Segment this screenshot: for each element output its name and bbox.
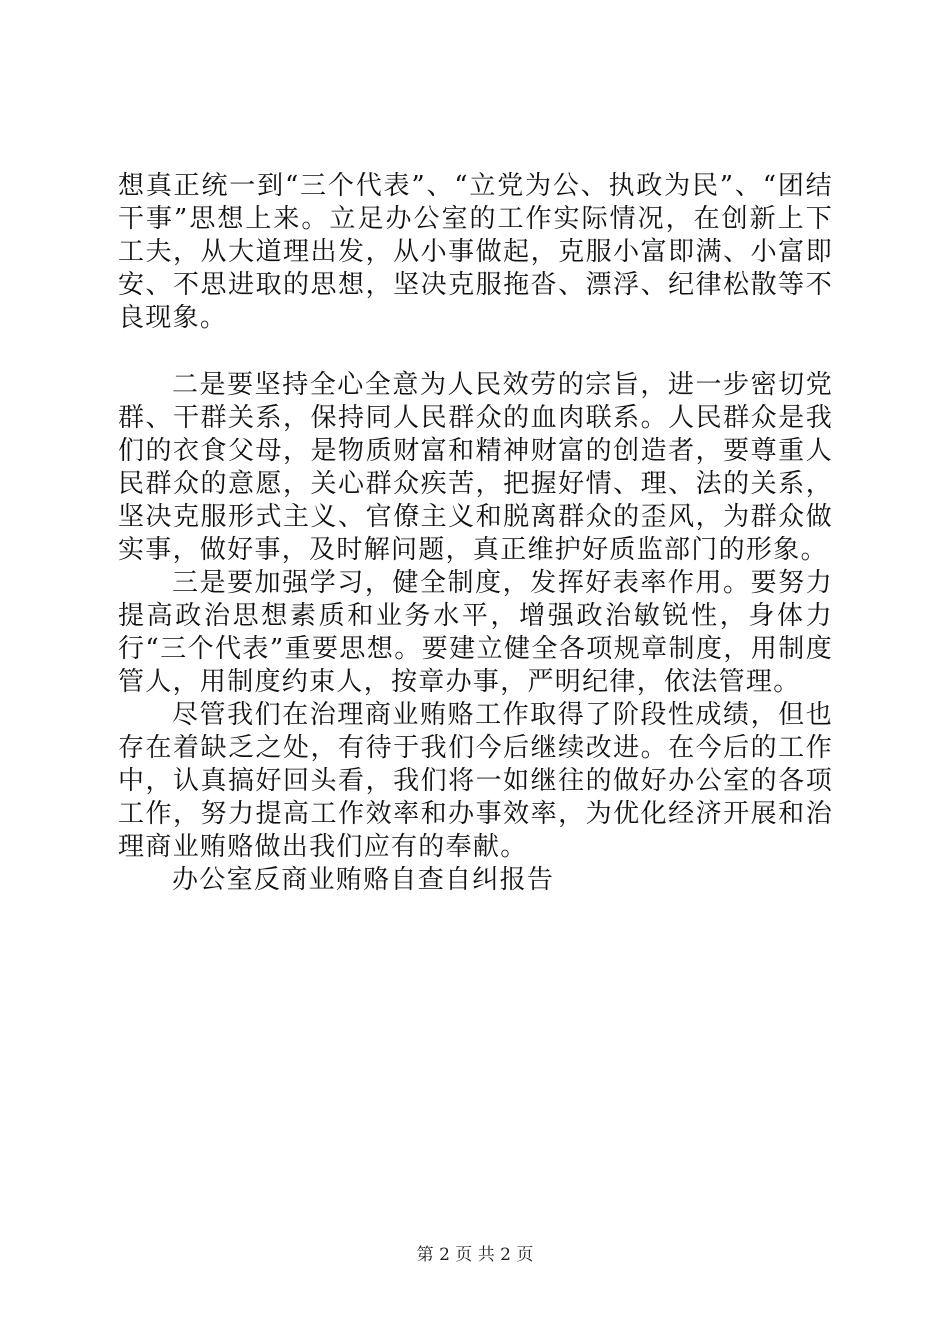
paragraph-continuation: 想真正统一到“三个代表”、“立党为公、执政为民”、“团结干事”思想上来。立足办公室的工作实际情况，在创新上下工夫，从大道理出发，从小事做起，克服小富即满、小富即安、不思进取的思想，坚决克服拖沓、漂浮、纪律松散等不良现象。 — [118, 171, 833, 333]
paragraph-conclusion: 尽管我们在治理商业贿赂工作取得了阶段性成绩，但也存在着缺乏之处，有待于我们今后继续改进。在今后的工作中，认真搞好回头看，我们将一如继往的做好办公室的各项工作，努力提高工作效率和办事效率，为优化经济开展和治理商业贿赂做出我们应有的奉献。 — [118, 700, 833, 862]
paragraph-point-three: 三是要加强学习，健全制度，发挥好表率作用。要努力提高政治思想素质和业务水平，增强政治敏锐性，身体力行“三个代表”重要思想。要建立健全各项规章制度，用制度管人，用制度约束人，按章办事，严明纪律，依法管理。 — [118, 568, 833, 697]
document-body — [118, 170, 833, 897]
page-number-footer: 第 2 页 共 2 页 — [416, 1245, 534, 1265]
paragraph-point-two: 二是要坚持全心全意为人民效劳的宗旨，进一步密切党群、干群关系，保持同人民群众的血肉联系。人民群众是我们的衣食父母，是物质财富和精神财富的创造者，要尊重人民群众的意愿，关心群众疾苦，把握好情、理、法的关系，坚决克服形式主义、官僚主义和脱离群众的歪风，为群众做实事，做好事，及时解问题，真正维护好质监部门的形象。 — [118, 370, 833, 565]
document-title-line: 办公室反商业贿赂自查自纠报告 — [172, 865, 555, 895]
